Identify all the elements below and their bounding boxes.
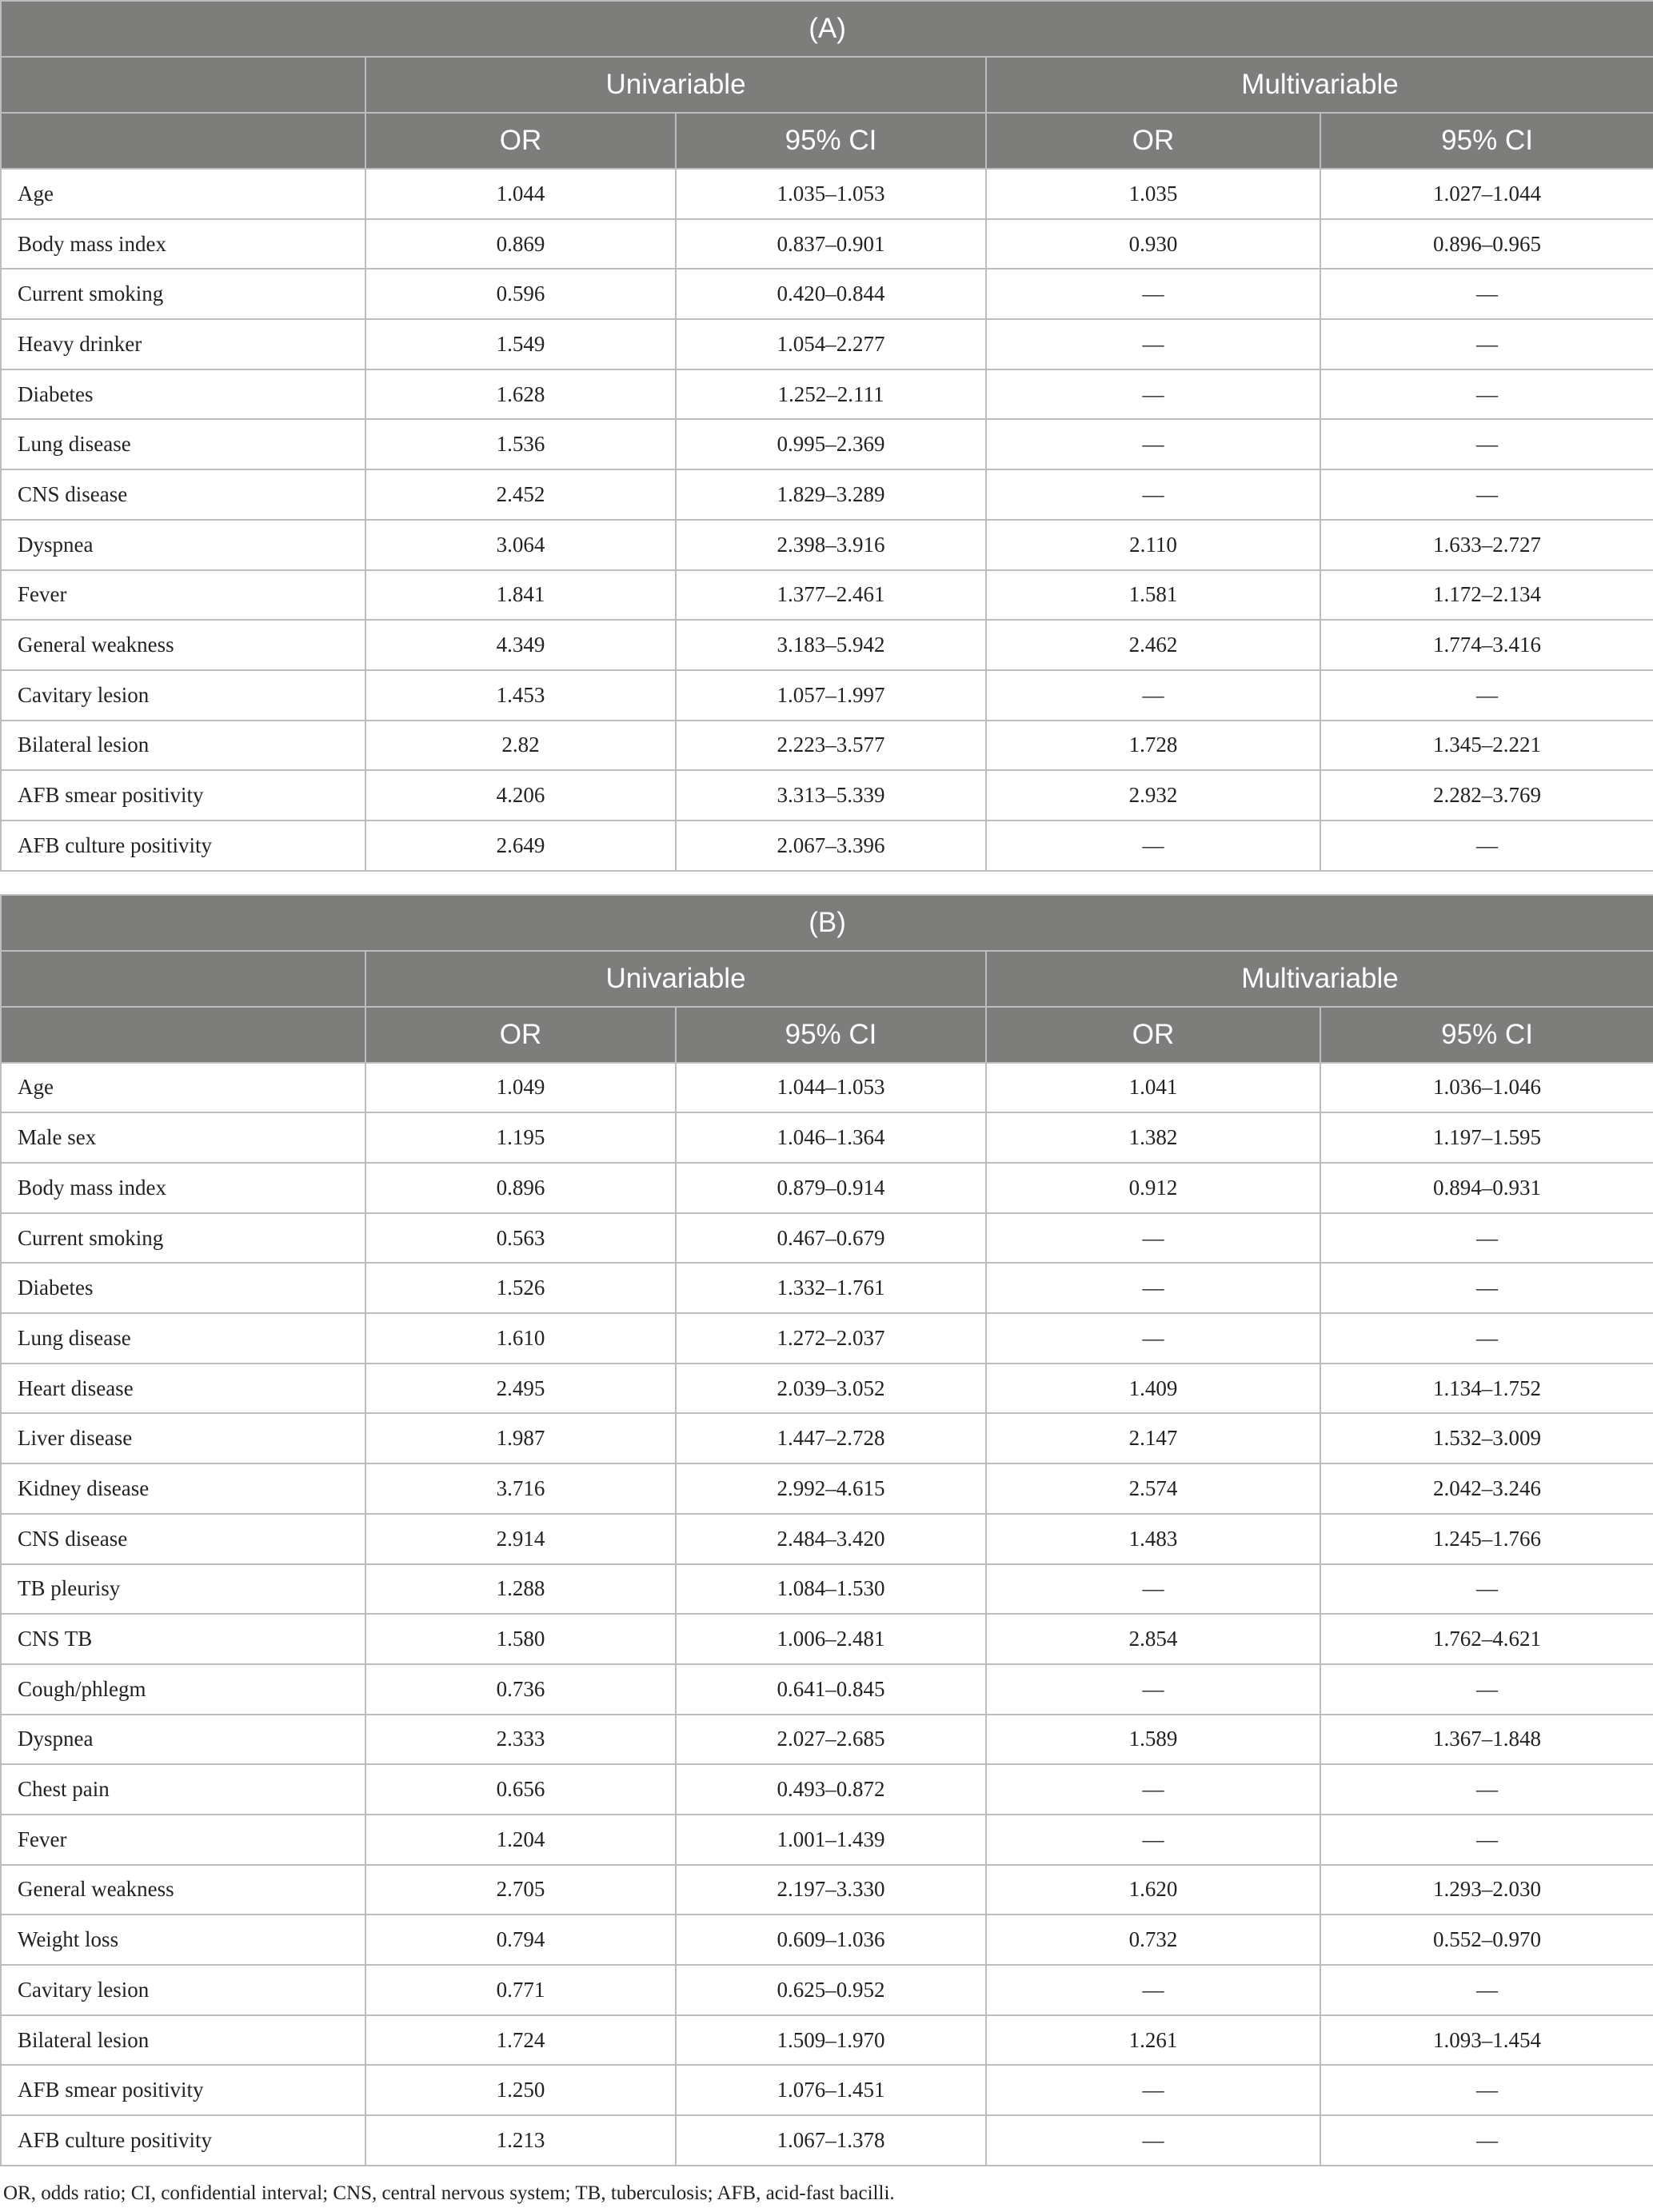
univariable-or-cell: 0.596 [365, 269, 676, 319]
multivariable-or-cell: — [986, 1564, 1320, 1615]
multivariable-ci-cell: 1.172–2.134 [1320, 570, 1653, 621]
univariable-or-cell: 2.452 [365, 469, 676, 520]
variable-cell: Dyspnea [1, 520, 365, 570]
multivariable-or-cell: — [986, 419, 1320, 469]
multivariable-or-cell: 1.261 [986, 2015, 1320, 2066]
multivariable-ci-cell: 1.093–1.454 [1320, 2015, 1653, 2066]
multivariable-or-cell: 2.147 [986, 1413, 1320, 1463]
variable-cell: Liver disease [1, 1413, 365, 1463]
table-a-blank-header [1, 113, 365, 169]
univariable-ci-cell: 3.183–5.942 [676, 620, 986, 670]
univariable-ci-cell: 2.067–3.396 [676, 821, 986, 871]
multivariable-ci-cell: — [1320, 2115, 1653, 2166]
univariable-ci-cell: 1.067–1.378 [676, 2115, 986, 2166]
table-row [1, 1313, 1653, 1364]
univariable-or-cell: 1.580 [365, 1614, 676, 1664]
univariable-ci-cell: 2.197–3.330 [676, 1865, 986, 1915]
table-b-col-header: 95% CI [1320, 1007, 1653, 1063]
univariable-or-cell: 1.195 [365, 1112, 676, 1163]
table-b-col-header: OR [365, 1007, 676, 1063]
univariable-ci-cell: 1.252–2.111 [676, 369, 986, 420]
multivariable-ci-cell: 1.532–3.009 [1320, 1413, 1653, 1463]
table-b-col-header: OR [986, 1007, 1320, 1063]
univariable-or-cell: 1.250 [365, 2065, 676, 2115]
univariable-ci-cell: 2.223–3.577 [676, 721, 986, 771]
multivariable-or-cell: 0.912 [986, 1163, 1320, 1213]
multivariable-or-cell: 2.932 [986, 770, 1320, 821]
multivariable-or-cell: 0.732 [986, 1915, 1320, 1965]
multivariable-ci-cell: — [1320, 2065, 1653, 2115]
table-row [1, 169, 1653, 219]
univariable-ci-cell: 1.001–1.439 [676, 1815, 986, 1865]
univariable-ci-cell: 2.027–2.685 [676, 1715, 986, 1765]
table-row [1, 419, 1653, 469]
univariable-ci-cell: 0.420–0.844 [676, 269, 986, 319]
table-a-multivariable-header: Multivariable [986, 57, 1653, 113]
table-row [1, 1463, 1653, 1514]
table-b-multivariable-header: Multivariable [986, 951, 1653, 1007]
univariable-ci-cell: 2.992–4.615 [676, 1463, 986, 1514]
multivariable-or-cell: — [986, 1764, 1320, 1815]
univariable-or-cell: 1.841 [365, 570, 676, 621]
table-row [1, 721, 1653, 771]
table-row [1, 821, 1653, 871]
variable-cell: Diabetes [1, 1263, 365, 1313]
multivariable-ci-cell: 1.293–2.030 [1320, 1865, 1653, 1915]
variable-cell: Cavitary lesion [1, 670, 365, 721]
univariable-or-cell: 0.869 [365, 219, 676, 270]
multivariable-or-cell: — [986, 2115, 1320, 2166]
univariable-or-cell: 2.495 [365, 1364, 676, 1414]
table-b-body [1, 1063, 1653, 2166]
table-b-blank-header [1, 951, 365, 1007]
table-row [1, 319, 1653, 369]
table-row [1, 1614, 1653, 1664]
table-row [1, 1112, 1653, 1163]
multivariable-ci-cell: — [1320, 469, 1653, 520]
multivariable-or-cell: — [986, 670, 1320, 721]
variable-cell: Weight loss [1, 1915, 365, 1965]
univariable-ci-cell: 2.484–3.420 [676, 1514, 986, 1564]
multivariable-ci-cell: 2.042–3.246 [1320, 1463, 1653, 1514]
univariable-or-cell: 1.204 [365, 1815, 676, 1865]
table-row [1, 469, 1653, 520]
univariable-or-cell: 0.656 [365, 1764, 676, 1815]
table-footnote: OR, odds ratio; CI, confidential interval; CNS, central nervous system; TB, tuberculosis; AFB, acid-fast bacilli. [3, 2182, 895, 2204]
variable-cell: AFB smear positivity [1, 2065, 365, 2115]
multivariable-ci-cell: 1.036–1.046 [1320, 1063, 1653, 1113]
table-row [1, 620, 1653, 670]
multivariable-or-cell: 1.589 [986, 1715, 1320, 1765]
multivariable-ci-cell: — [1320, 1815, 1653, 1865]
univariable-or-cell: 0.736 [365, 1664, 676, 1715]
table-a-col-header: 95% CI [676, 113, 986, 169]
variable-cell: Kidney disease [1, 1463, 365, 1514]
multivariable-or-cell: — [986, 2065, 1320, 2115]
variable-cell: Body mass index [1, 219, 365, 270]
variable-cell: Bilateral lesion [1, 2015, 365, 2066]
multivariable-ci-cell: — [1320, 1965, 1653, 2015]
univariable-ci-cell: 1.829–3.289 [676, 469, 986, 520]
univariable-or-cell: 1.536 [365, 419, 676, 469]
univariable-ci-cell: 0.879–0.914 [676, 1163, 986, 1213]
table-row [1, 1815, 1653, 1865]
variable-cell: Chest pain [1, 1764, 365, 1815]
table-row [1, 1965, 1653, 2015]
multivariable-ci-cell: — [1320, 1564, 1653, 1615]
variable-cell: AFB culture positivity [1, 2115, 365, 2166]
variable-cell: Lung disease [1, 1313, 365, 1364]
variable-cell: Age [1, 1063, 365, 1113]
univariable-or-cell: 1.213 [365, 2115, 676, 2166]
multivariable-or-cell: 2.110 [986, 520, 1320, 570]
multivariable-ci-cell: 1.367–1.848 [1320, 1715, 1653, 1765]
univariable-ci-cell: 0.837–0.901 [676, 219, 986, 270]
univariable-ci-cell: 0.625–0.952 [676, 1965, 986, 2015]
table-b-title: (B) [1, 895, 1653, 951]
multivariable-ci-cell: 1.134–1.752 [1320, 1364, 1653, 1414]
variable-cell: Cavitary lesion [1, 1965, 365, 2015]
table-row [1, 1263, 1653, 1313]
table-b-univariable-header: Univariable [365, 951, 986, 1007]
univariable-or-cell: 1.526 [365, 1263, 676, 1313]
univariable-ci-cell: 0.641–0.845 [676, 1664, 986, 1715]
variable-cell: Current smoking [1, 269, 365, 319]
univariable-or-cell: 0.896 [365, 1163, 676, 1213]
univariable-ci-cell: 1.509–1.970 [676, 2015, 986, 2066]
multivariable-ci-cell: 1.762–4.621 [1320, 1614, 1653, 1664]
univariable-or-cell: 1.288 [365, 1564, 676, 1615]
variable-cell: Dyspnea [1, 1715, 365, 1765]
variable-cell: Heart disease [1, 1364, 365, 1414]
univariable-or-cell: 2.649 [365, 821, 676, 871]
multivariable-or-cell: — [986, 469, 1320, 520]
variable-cell: Bilateral lesion [1, 721, 365, 771]
multivariable-or-cell: — [986, 821, 1320, 871]
multivariable-or-cell: — [986, 1664, 1320, 1715]
univariable-ci-cell: 1.084–1.530 [676, 1564, 986, 1615]
table-b-blank-header [1, 1007, 365, 1063]
multivariable-or-cell: 1.581 [986, 570, 1320, 621]
table-row [1, 570, 1653, 621]
table-a-body [1, 169, 1653, 871]
multivariable-or-cell: 1.041 [986, 1063, 1320, 1113]
univariable-ci-cell: 1.272–2.037 [676, 1313, 986, 1364]
table-row [1, 1213, 1653, 1264]
variable-cell: AFB smear positivity [1, 770, 365, 821]
multivariable-ci-cell: — [1320, 821, 1653, 871]
multivariable-or-cell: — [986, 1213, 1320, 1264]
variable-cell: Current smoking [1, 1213, 365, 1264]
variable-cell: CNS disease [1, 1514, 365, 1564]
variable-cell: Body mass index [1, 1163, 365, 1213]
univariable-ci-cell: 2.398–3.916 [676, 520, 986, 570]
table-row [1, 219, 1653, 270]
multivariable-ci-cell: 0.894–0.931 [1320, 1163, 1653, 1213]
table-row [1, 1514, 1653, 1564]
table-a-title: (A) [1, 1, 1653, 57]
table-row [1, 1063, 1653, 1113]
univariable-or-cell: 0.563 [365, 1213, 676, 1264]
multivariable-ci-cell: 2.282–3.769 [1320, 770, 1653, 821]
multivariable-or-cell: — [986, 319, 1320, 369]
variable-cell: CNS disease [1, 469, 365, 520]
table-a-col-header: OR [365, 113, 676, 169]
variable-cell: Fever [1, 1815, 365, 1865]
variable-cell: Cough/phlegm [1, 1664, 365, 1715]
multivariable-ci-cell: — [1320, 269, 1653, 319]
univariable-ci-cell: 0.467–0.679 [676, 1213, 986, 1264]
multivariable-ci-cell: — [1320, 419, 1653, 469]
univariable-or-cell: 2.333 [365, 1715, 676, 1765]
multivariable-ci-cell: 1.774–3.416 [1320, 620, 1653, 670]
table-row [1, 2015, 1653, 2066]
variable-cell: CNS TB [1, 1614, 365, 1664]
variable-cell: Diabetes [1, 369, 365, 420]
multivariable-or-cell: 2.574 [986, 1463, 1320, 1514]
variable-cell: General weakness [1, 1865, 365, 1915]
multivariable-or-cell: 0.930 [986, 219, 1320, 270]
table-a-col-header: 95% CI [1320, 113, 1653, 169]
table-a-col-header: OR [986, 113, 1320, 169]
table-a-blank-header [1, 57, 365, 113]
univariable-ci-cell: 0.609–1.036 [676, 1915, 986, 1965]
univariable-ci-cell: 1.035–1.053 [676, 169, 986, 219]
multivariable-or-cell: — [986, 1965, 1320, 2015]
multivariable-or-cell: — [986, 369, 1320, 420]
table-row [1, 1413, 1653, 1463]
multivariable-or-cell: 1.483 [986, 1514, 1320, 1564]
multivariable-ci-cell: — [1320, 670, 1653, 721]
univariable-ci-cell: 1.046–1.364 [676, 1112, 986, 1163]
multivariable-or-cell: 1.620 [986, 1865, 1320, 1915]
variable-cell: Fever [1, 570, 365, 621]
univariable-or-cell: 3.716 [365, 1463, 676, 1514]
table-a [0, 0, 1653, 872]
table-row [1, 369, 1653, 420]
univariable-or-cell: 3.064 [365, 520, 676, 570]
table-row [1, 269, 1653, 319]
univariable-ci-cell: 0.995–2.369 [676, 419, 986, 469]
table-row [1, 1715, 1653, 1765]
multivariable-ci-cell: 1.245–1.766 [1320, 1514, 1653, 1564]
univariable-or-cell: 4.349 [365, 620, 676, 670]
univariable-or-cell: 1.724 [365, 2015, 676, 2066]
univariable-or-cell: 1.049 [365, 1063, 676, 1113]
univariable-ci-cell: 1.006–2.481 [676, 1614, 986, 1664]
univariable-or-cell: 2.82 [365, 721, 676, 771]
univariable-or-cell: 1.628 [365, 369, 676, 420]
univariable-ci-cell: 1.057–1.997 [676, 670, 986, 721]
table-row [1, 670, 1653, 721]
univariable-ci-cell: 2.039–3.052 [676, 1364, 986, 1414]
table-b-col-header: 95% CI [676, 1007, 986, 1063]
table-row [1, 520, 1653, 570]
univariable-or-cell: 2.914 [365, 1514, 676, 1564]
multivariable-or-cell: — [986, 1263, 1320, 1313]
table-row [1, 1163, 1653, 1213]
variable-cell: Age [1, 169, 365, 219]
univariable-or-cell: 1.453 [365, 670, 676, 721]
multivariable-or-cell: — [986, 1313, 1320, 1364]
table-row [1, 1764, 1653, 1815]
univariable-or-cell: 1.044 [365, 169, 676, 219]
variable-cell: TB pleurisy [1, 1564, 365, 1615]
multivariable-ci-cell: — [1320, 1764, 1653, 1815]
multivariable-or-cell: — [986, 1815, 1320, 1865]
variable-cell: General weakness [1, 620, 365, 670]
univariable-ci-cell: 1.377–2.461 [676, 570, 986, 621]
table-row [1, 1664, 1653, 1715]
multivariable-ci-cell: 1.027–1.044 [1320, 169, 1653, 219]
univariable-ci-cell: 1.044–1.053 [676, 1063, 986, 1113]
univariable-or-cell: 1.549 [365, 319, 676, 369]
variable-cell: Male sex [1, 1112, 365, 1163]
multivariable-ci-cell: 1.345–2.221 [1320, 721, 1653, 771]
multivariable-ci-cell: — [1320, 1263, 1653, 1313]
variable-cell: AFB culture positivity [1, 821, 365, 871]
univariable-ci-cell: 3.313–5.339 [676, 770, 986, 821]
table-row [1, 1564, 1653, 1615]
table-row [1, 1915, 1653, 1965]
univariable-ci-cell: 0.493–0.872 [676, 1764, 986, 1815]
univariable-ci-cell: 1.054–2.277 [676, 319, 986, 369]
multivariable-or-cell: 1.409 [986, 1364, 1320, 1414]
multivariable-or-cell: 2.854 [986, 1614, 1320, 1664]
univariable-ci-cell: 1.447–2.728 [676, 1413, 986, 1463]
table-row [1, 1865, 1653, 1915]
multivariable-or-cell: — [986, 269, 1320, 319]
univariable-or-cell: 0.794 [365, 1915, 676, 1965]
multivariable-ci-cell: 1.633–2.727 [1320, 520, 1653, 570]
table-b [0, 894, 1653, 2166]
multivariable-ci-cell: 0.552–0.970 [1320, 1915, 1653, 1965]
multivariable-ci-cell: — [1320, 1664, 1653, 1715]
multivariable-ci-cell: — [1320, 369, 1653, 420]
multivariable-ci-cell: — [1320, 1213, 1653, 1264]
univariable-or-cell: 2.705 [365, 1865, 676, 1915]
multivariable-or-cell: 1.035 [986, 169, 1320, 219]
multivariable-ci-cell: 1.197–1.595 [1320, 1112, 1653, 1163]
table-row [1, 2115, 1653, 2166]
table-a-univariable-header: Univariable [365, 57, 986, 113]
multivariable-or-cell: 1.728 [986, 721, 1320, 771]
multivariable-or-cell: 2.462 [986, 620, 1320, 670]
table-row [1, 2065, 1653, 2115]
variable-cell: Lung disease [1, 419, 365, 469]
variable-cell: Heavy drinker [1, 319, 365, 369]
univariable-or-cell: 0.771 [365, 1965, 676, 2015]
multivariable-ci-cell: 0.896–0.965 [1320, 219, 1653, 270]
univariable-ci-cell: 1.332–1.761 [676, 1263, 986, 1313]
univariable-or-cell: 4.206 [365, 770, 676, 821]
table-row [1, 1364, 1653, 1414]
table-row [1, 770, 1653, 821]
multivariable-or-cell: 1.382 [986, 1112, 1320, 1163]
univariable-or-cell: 1.987 [365, 1413, 676, 1463]
multivariable-ci-cell: — [1320, 1313, 1653, 1364]
univariable-or-cell: 1.610 [365, 1313, 676, 1364]
multivariable-ci-cell: — [1320, 319, 1653, 369]
univariable-ci-cell: 1.076–1.451 [676, 2065, 986, 2115]
